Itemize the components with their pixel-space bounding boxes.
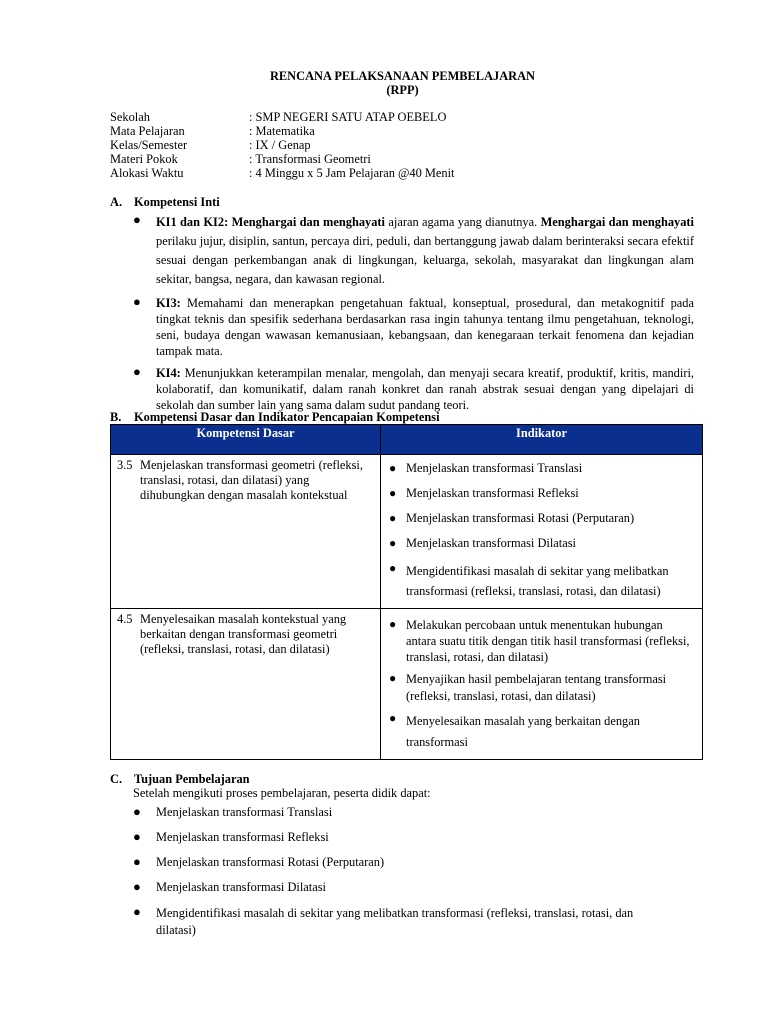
table-row — [111, 609, 703, 760]
list-item: ● Melakukan percobaan untuk menentukan hubungan antara suatu titik dengan titik hasil transformasi (refleksi, translasi, rotasi, dan dilatasi) — [389, 617, 690, 664]
document-title: RENCANA PELAKSANAAN PEMBELAJARAN — [269, 69, 536, 83]
kompetensi-table — [110, 424, 703, 760]
bullet-icon: ● — [133, 364, 141, 379]
ki-item-4: ● KI4: Menunjukkan keterampilan menalar, mengolah, dan menyaji secara kreatif, produktif, kritis, mandiri, kolaboratif, dan komunikatif, dalam ranah konkret dan ranah abstrak sesuai dengan yang dipelajari di sekolah dan sumber lain yang sama dalam sudut pandang teori. — [133, 364, 694, 412]
column-header-kd: Kompetensi Dasar — [111, 425, 381, 455]
indicator-cell — [381, 455, 703, 609]
kd-number: 4.5 — [117, 612, 133, 626]
list-item: ● Menjelaskan transformasi Dilatasi — [389, 536, 576, 550]
kd-cell — [111, 455, 381, 609]
ki-item-3: ● KI3: Memahami dan menerapkan pengetahuan faktual, konseptual, prosedural, dan metakognitif pada tingkat teknis dan spesifik sederhana berdasarkan rasa ingin tahunya tentang ilmu pengetahuan, teknologi, seni, budaya dengan wawasan kemanusiaan, kebangsaan, dan kenegaraan terkait fenomena dan kejadian tampak mata. — [133, 294, 694, 358]
identity-row-subject: Mata Pelajaran : Matematika — [110, 124, 315, 138]
tujuan-list — [133, 805, 673, 950]
bullet-icon: ● — [389, 671, 397, 685]
table-row — [111, 455, 703, 609]
section-c-heading: C. Tujuan Pembelajaran — [110, 772, 250, 786]
list-item: ● Menyelesaikan masalah yang berkaitan dengan transformasi — [389, 711, 640, 749]
bullet-icon: ● — [133, 854, 141, 869]
list-item: ● Menjelaskan transformasi Translasi — [133, 804, 333, 819]
column-header-indikator: Indikator — [381, 425, 703, 455]
bullet-icon: ● — [389, 711, 397, 725]
identity-row-school: Sekolah : SMP NEGERI SATU ATAP OEBELO — [110, 110, 447, 124]
list-item: ● Menjelaskan transformasi Refleksi — [389, 486, 579, 500]
tujuan-intro: Setelah mengikuti proses pembelajaran, peserta didik dapat: — [133, 786, 431, 800]
identity-block — [110, 110, 455, 180]
bullet-icon: ● — [133, 904, 141, 919]
bullet-icon: ● — [389, 511, 397, 525]
kd-cell — [111, 609, 381, 760]
bullet-icon: ● — [389, 536, 397, 550]
bullet-icon: ● — [389, 461, 397, 475]
bullet-icon: ● — [133, 879, 141, 894]
bullet-icon: ● — [389, 617, 397, 631]
kompetensi-inti-list — [133, 213, 694, 419]
list-item: ● Menjelaskan transformasi Translasi — [389, 461, 583, 475]
list-item: ● Menjelaskan transformasi Dilatasi — [133, 879, 326, 894]
list-item: ● Menjelaskan transformasi Refleksi — [133, 829, 329, 844]
ki-item-1: ● KI1 dan KI2: Menghargai dan menghayati ajaran agama yang dianutnya. Menghargai dan menghayati perilaku jujur, disiplin, santun, percaya diri, peduli, dan bertanggung jawab dalam berinteraksi secara efektif sesuai dengan perkembangan anak di lingkungan, keluarga, sekolah, masyarakat dan lingkungan alam sekitar, bangsa, negara, dan kawasan regional. — [133, 212, 695, 286]
kd-text: Menjelaskan transformasi geometri (refleksi, translasi, rotasi, dan dilatasi) yang dihubungkan dengan masalah kontekstual — [140, 458, 363, 502]
kd-text: Menyelesaikan masalah kontekstual yang berkaitan dengan transformasi geometri (refleksi, translasi, rotasi, dan dilatasi) — [140, 612, 347, 656]
list-item: ● Menjelaskan transformasi Rotasi (Perputaran) — [133, 854, 385, 869]
list-item: ● Menjelaskan transformasi Rotasi (Perputaran) — [389, 511, 635, 525]
identity-row-time: Alokasi Waktu : 4 Minggu x 5 Jam Pelajaran @40 Menit — [110, 166, 455, 180]
section-b-heading: B. Kompetensi Dasar dan Indikator Pencapaian Kompetensi — [110, 410, 440, 424]
list-item: ● Mengidentifikasi masalah di sekitar yang melibatkan transformasi (refleksi, translasi, rotasi, dan dilatasi) — [133, 904, 634, 937]
indicator-cell — [381, 609, 703, 760]
bullet-icon: ● — [389, 486, 397, 500]
bullet-icon: ● — [133, 829, 141, 844]
bullet-icon: ● — [133, 294, 141, 309]
bullet-icon: ● — [389, 561, 397, 575]
bullet-icon: ● — [133, 804, 141, 819]
list-item: ● Menyajikan hasil pembelajaran tentang transformasi (refleksi, translasi, rotasi, dan dilatasi) — [389, 671, 667, 703]
section-a-heading: A. Kompetensi Inti — [110, 195, 220, 209]
identity-row-class: Kelas/Semester : IX / Genap — [110, 138, 311, 152]
kd-number: 3.5 — [117, 458, 133, 472]
document-subtitle: (RPP) — [386, 83, 419, 97]
list-item: ● Mengidentifikasi masalah di sekitar yang melibatkan transformasi (refleksi, translasi, rotasi, dan dilatasi) — [389, 561, 669, 598]
identity-row-topic: Materi Pokok : Transformasi Geometri — [110, 152, 371, 166]
bullet-icon: ● — [133, 212, 141, 227]
